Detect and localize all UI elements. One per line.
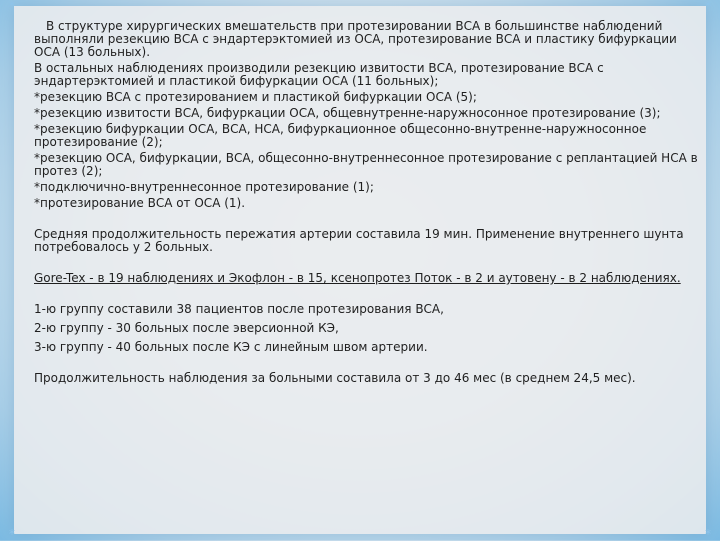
intro-paragraph: В структуре хирургических вмешательств при протезировании ВСА в большинстве наблюдений выполняли резекцию ВСА с эндартерэктомией из ОСА, протезирование ВСА и пластику бифуркации ОСА (13 больных). (34, 19, 677, 59)
bullet-item: *резекцию ОСА, бифуркации, ВСА, общесонно-внутреннесонное протезирование с реплантацией НСА в протез (2); (34, 151, 698, 178)
slide-panel (9, 0, 711, 541)
bullet-item: *резекцию бифуркации ОСА, ВСА, НСА, бифуркационное общесонно-внутренне-наружносонное протезирование (2); (34, 122, 647, 149)
bullet-item: *подключично-внутреннесонное протезирование (1); (34, 180, 374, 194)
corner-star-top-left: * (9, 0, 15, 13)
group-2-line: 2-ю группу - 30 больных после эверсионной КЭ, (34, 321, 339, 335)
bullet-item: *резекцию ВСА с протезированием и пластикой бифуркации ОСА (5); (34, 90, 477, 104)
clamping-time-paragraph: Средняя продолжительность пережатия артерии составила 19 мин. Применение внутреннего шунта потребовалось у 2 больных. (34, 227, 684, 254)
corner-star-bottom-right: * (705, 527, 711, 541)
bullet-item: *протезирование ВСА от ОСА (1). (34, 196, 246, 210)
group-3-line: 3-ю группу - 40 больных после КЭ с линейным швом артерии. (34, 340, 428, 354)
group-1-line: 1-ю группу составили 38 пациентов после протезирования ВСА, (34, 302, 444, 316)
corner-star-bottom-left: * (9, 527, 15, 541)
graft-materials-paragraph: Gore-Tex - в 19 наблюдениях и Экофлон - в 15, ксенопротез Поток - в 2 и аутовену - в 2 наблюдениях. (34, 271, 681, 285)
bullet-item: *резекцию извитости ВСА, бифуркации ОСА, общевнутренне-наружносонное протезирование (3); (34, 106, 661, 120)
slide-text (34, 20, 706, 385)
follow-up-paragraph: Продолжительность наблюдения за больными составила от 3 до 46 мес (в среднем 24,5 мес). (34, 371, 636, 385)
corner-star-top-right: * (705, 0, 711, 13)
other-cases-paragraph: В остальных наблюдениях производили резекцию извитости ВСА, протезирование ВСА с эндартерэктомией и пластикой бифуркации ОСА (11 больных); (34, 61, 604, 88)
